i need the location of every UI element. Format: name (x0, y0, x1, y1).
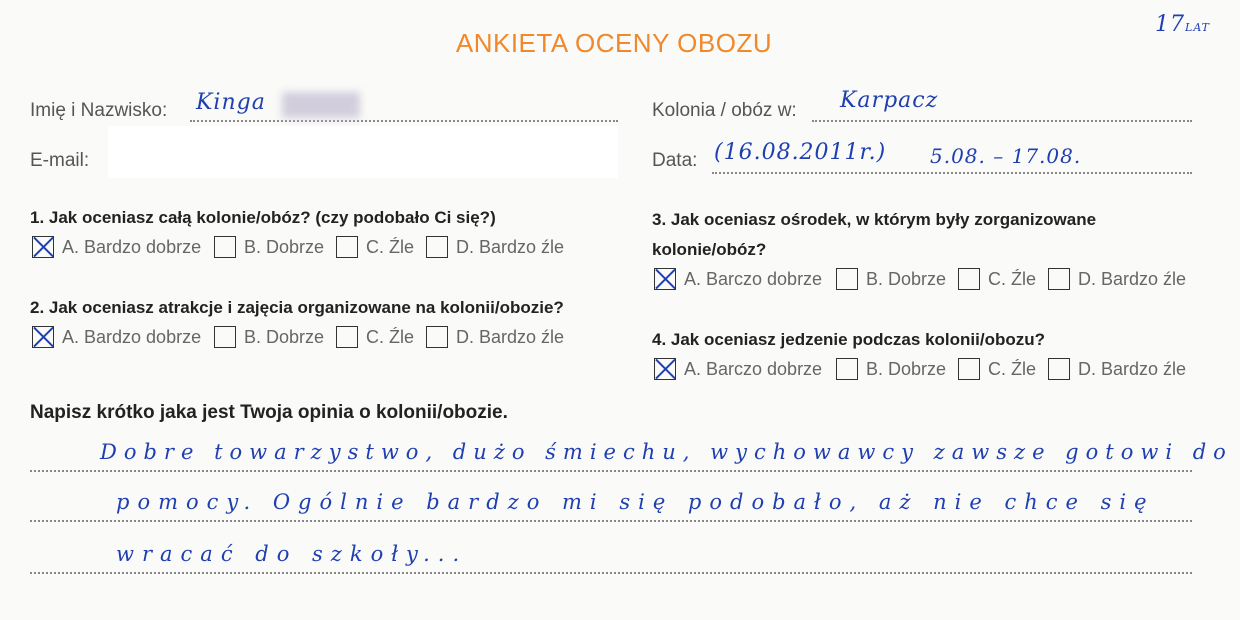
name-value: Kinga (196, 90, 266, 115)
q4-option-c[interactable]: C. Źle (958, 356, 1036, 382)
checkbox[interactable] (1048, 358, 1070, 380)
email-redaction (108, 126, 618, 178)
q4-option-a[interactable]: A. Barczo dobrze (654, 356, 822, 382)
checkbox[interactable] (958, 268, 980, 290)
opinion-line-1 (30, 470, 1192, 472)
checkbox-checked[interactable] (654, 268, 676, 290)
q1-option-b[interactable]: B. Dobrze (214, 234, 324, 260)
opinion-text-2: pomocy. Ogólnie bardzo mi się podobało, aż nie chce się (116, 490, 1155, 514)
opinion-line-3 (30, 572, 1192, 574)
q4-option-b[interactable]: B. Dobrze (836, 356, 946, 382)
form-title: ANKIETA OCENY OBOZU (455, 28, 773, 58)
checkbox[interactable] (336, 236, 358, 258)
age-note: 17LAT (1155, 12, 1210, 37)
q1-option-d[interactable]: D. Bardzo źle (426, 234, 564, 260)
name-dotted-line (190, 120, 618, 122)
camp-dotted-line (812, 120, 1192, 122)
opinion-text-1: Dobre towarzystwo, dużo śmiechu, wychowawcy zawsze gotowi do (100, 440, 1233, 464)
q2-option-c[interactable]: C. Źle (336, 324, 414, 350)
q3-option-b[interactable]: B. Dobrze (836, 266, 946, 292)
q1-option-c[interactable]: C. Źle (336, 234, 414, 260)
q3-option-a[interactable]: A. Barczo dobrze (654, 266, 822, 292)
checkbox-checked[interactable] (32, 326, 54, 348)
date-range: 5.08. – 17.08. (930, 144, 1082, 168)
q2-option-a[interactable]: A. Bardzo dobrze (32, 324, 201, 350)
question-4-text: 4. Jak oceniasz jedzenie podczas kolonii/obozu? (652, 330, 1045, 349)
name-label: Imię i Nazwisko: (30, 100, 168, 121)
checkbox[interactable] (336, 326, 358, 348)
checkbox[interactable] (836, 268, 858, 290)
opinion-prompt: Napisz krótko jaka jest Twoja opinia o kolonii/obozie. (30, 402, 508, 423)
checkbox[interactable] (836, 358, 858, 380)
checkbox[interactable] (426, 236, 448, 258)
checkbox[interactable] (214, 326, 236, 348)
question-3-text-line2: kolonie/obóz? (652, 240, 767, 259)
checkbox[interactable] (1048, 268, 1070, 290)
checkbox[interactable] (426, 326, 448, 348)
q3-option-c[interactable]: C. Źle (958, 266, 1036, 292)
email-label: E-mail: (30, 150, 90, 171)
camp-label: Kolonia / obóz w: (652, 100, 797, 121)
q3-option-d[interactable]: D. Bardzo źle (1048, 266, 1186, 292)
q2-option-b[interactable]: B. Dobrze (214, 324, 324, 350)
checkbox-checked[interactable] (654, 358, 676, 380)
camp-value: Karpacz (840, 88, 939, 113)
q2-option-d[interactable]: D. Bardzo źle (426, 324, 564, 350)
opinion-text-3: wracać do szkoły... (116, 542, 468, 566)
q1-option-a[interactable]: A. Bardzo dobrze (32, 234, 201, 260)
checkbox[interactable] (958, 358, 980, 380)
name-redaction (282, 92, 360, 118)
question-1-text: 1. Jak oceniasz całą kolonie/obóz? (czy podobało Ci się?) (30, 208, 496, 227)
opinion-line-2 (30, 520, 1192, 522)
checkbox-checked[interactable] (32, 236, 54, 258)
q4-option-d[interactable]: D. Bardzo źle (1048, 356, 1186, 382)
checkbox[interactable] (214, 236, 236, 258)
date-label: Data: (652, 150, 698, 171)
question-2-text: 2. Jak oceniasz atrakcje i zajęcia organizowane na kolonii/obozie? (30, 298, 564, 317)
date-dotted-line (712, 172, 1192, 174)
question-3-text: 3. Jak oceniasz ośrodek, w którym były zorganizowane (652, 210, 1097, 229)
date-value: (16.08.2011r.) (714, 140, 887, 165)
